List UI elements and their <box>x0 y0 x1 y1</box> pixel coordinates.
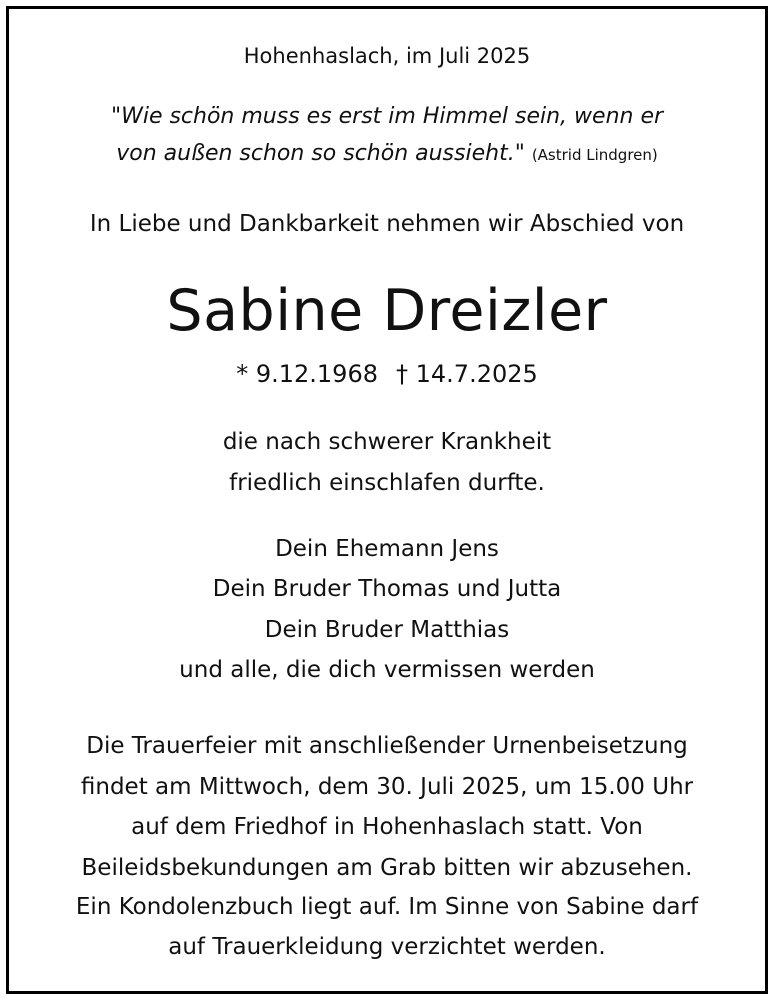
life-dates <box>0 360 774 388</box>
ceremony-info-line: auf Trauerkleidung verzichtet werden. <box>168 934 606 960</box>
quote-author: (Astrid Lindgren) <box>531 146 658 164</box>
description-line: friedlich einschlafen durfte. <box>229 470 545 496</box>
ceremony-info-line: Ein Kondolenzbuch liegt auf. Im Sinne von Sabine darf <box>75 894 699 920</box>
birth-date: * 9.12.1968 <box>236 360 378 388</box>
place-date: Hohenhaslach, im Juli 2025 <box>243 44 531 68</box>
quote-line-1: "Wie schön muss es erst im Himmel sein, wenn er <box>110 104 664 129</box>
ceremony-info-line: Beileidsbekundungen am Grab bitten wir abzusehen. <box>81 855 693 881</box>
quote-line-2 <box>0 141 774 166</box>
family-member: Dein Bruder Thomas und Jutta <box>212 576 562 602</box>
ceremony-info-line: findet am Mittwoch, dem 30. Juli 2025, um 15.00 Uhr <box>80 774 694 800</box>
ceremony-info-line: auf dem Friedhof in Hohenhaslach statt. Von <box>131 814 643 840</box>
ceremony-info-line: Die Trauerfeier mit anschließender Urnenbeisetzung <box>86 733 688 759</box>
deceased-name: Sabine Dreizler <box>166 278 608 344</box>
death-date: † 14.7.2025 <box>396 360 538 388</box>
description-line: die nach schwerer Krankheit <box>222 429 552 455</box>
quote-text: von außen schon so schön aussieht." <box>116 141 525 166</box>
family-member: Dein Ehemann Jens <box>275 536 499 562</box>
family-member: und alle, die dich vermissen werden <box>179 657 595 683</box>
family-member: Dein Bruder Matthias <box>264 617 510 643</box>
intro-text: In Liebe und Dankbarkeit nehmen wir Abschied von <box>89 211 685 237</box>
